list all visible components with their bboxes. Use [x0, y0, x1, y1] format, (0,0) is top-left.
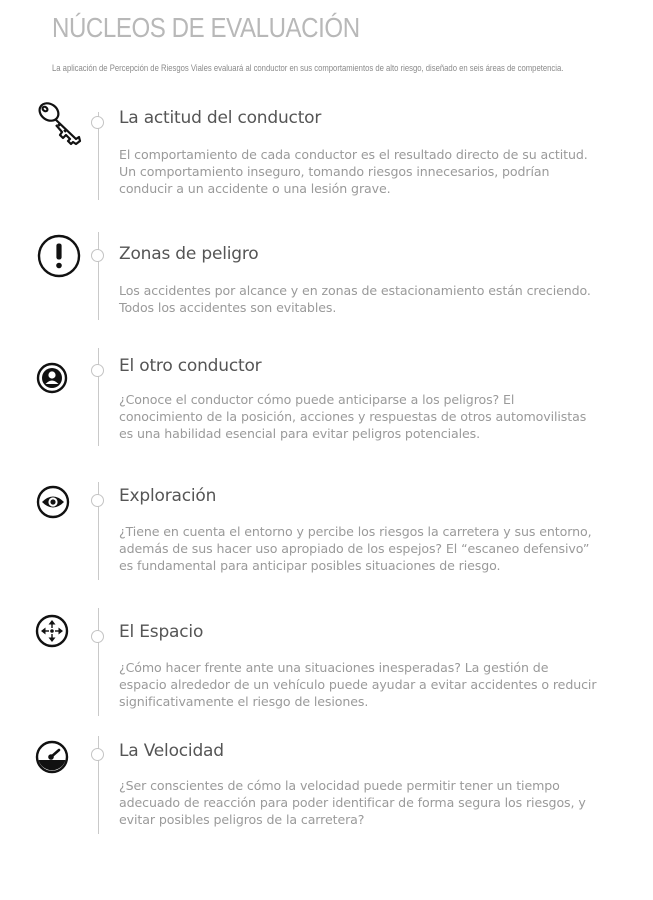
- section-title: El Espacio: [119, 622, 204, 642]
- section-body: ¿Tiene en cuenta el entorno y percibe los riesgos la carretera y sus entorno, además de sus hacer uso apropiado de los espejos? El “escaneo defensivo” es fundamental para anticipar posibles situaciones de riesgo.: [119, 524, 592, 573]
- section-title: El otro conductor: [119, 356, 262, 376]
- section-title: La actitud del conductor: [119, 108, 322, 128]
- speedometer-icon: [35, 740, 69, 774]
- section-body: El comportamiento de cada conductor es el resultado directo de su actitud. Un comportamiento inseguro, tomando riesgos innecesarios, podrían conducir a un accidente o una lesión grave.: [119, 147, 588, 196]
- timeline-line: [98, 232, 99, 320]
- timeline-node: [91, 748, 104, 761]
- timeline-node: [91, 494, 104, 507]
- eye-icon: [36, 485, 70, 519]
- section-title: Exploración: [119, 486, 217, 506]
- section-body: ¿Conoce el conductor cómo puede anticiparse a los peligros? El conocimiento de la posición, acciones y respuestas de otros automovilistas es una habilidad esencial para evitar peligros potenciales.: [119, 392, 587, 441]
- timeline-line: [98, 608, 99, 716]
- section-body: Los accidentes por alcance y en zonas de estacionamiento están creciendo. Todos los accidentes son evitables.: [119, 283, 591, 315]
- page-subtitle: La aplicación de Percepción de Riesgos Viales evaluará al conductor en sus comportamientos de alto riesgo, diseñado en seis áreas de competencia.: [52, 62, 564, 73]
- timeline-node: [91, 364, 104, 377]
- person-icon: [36, 362, 68, 394]
- timeline-node: [91, 249, 104, 262]
- timeline-node: [91, 116, 104, 129]
- warning-icon: [37, 234, 81, 278]
- page-title: NÚCLEOS DE EVALUACIÓN: [52, 12, 360, 43]
- section-title: La Velocidad: [119, 741, 224, 761]
- section-body: ¿Ser conscientes de cómo la velocidad puede permitir tener un tiempo adecuado de reacción para poder identificar de forma segura los riesgos, y evitar posibles peligros de la carretera?: [119, 778, 586, 827]
- key-icon: [36, 100, 82, 146]
- section-title: Zonas de peligro: [119, 244, 259, 264]
- timeline-node: [91, 630, 104, 643]
- move-arrows-icon: [35, 614, 69, 648]
- timeline-line: [98, 348, 99, 446]
- section-body: ¿Cómo hacer frente ante una situaciones inesperadas? La gestión de espacio alrededor de un vehículo puede ayudar a evitar accidentes o reducir significativamente el riesgo de lesiones.: [119, 660, 597, 709]
